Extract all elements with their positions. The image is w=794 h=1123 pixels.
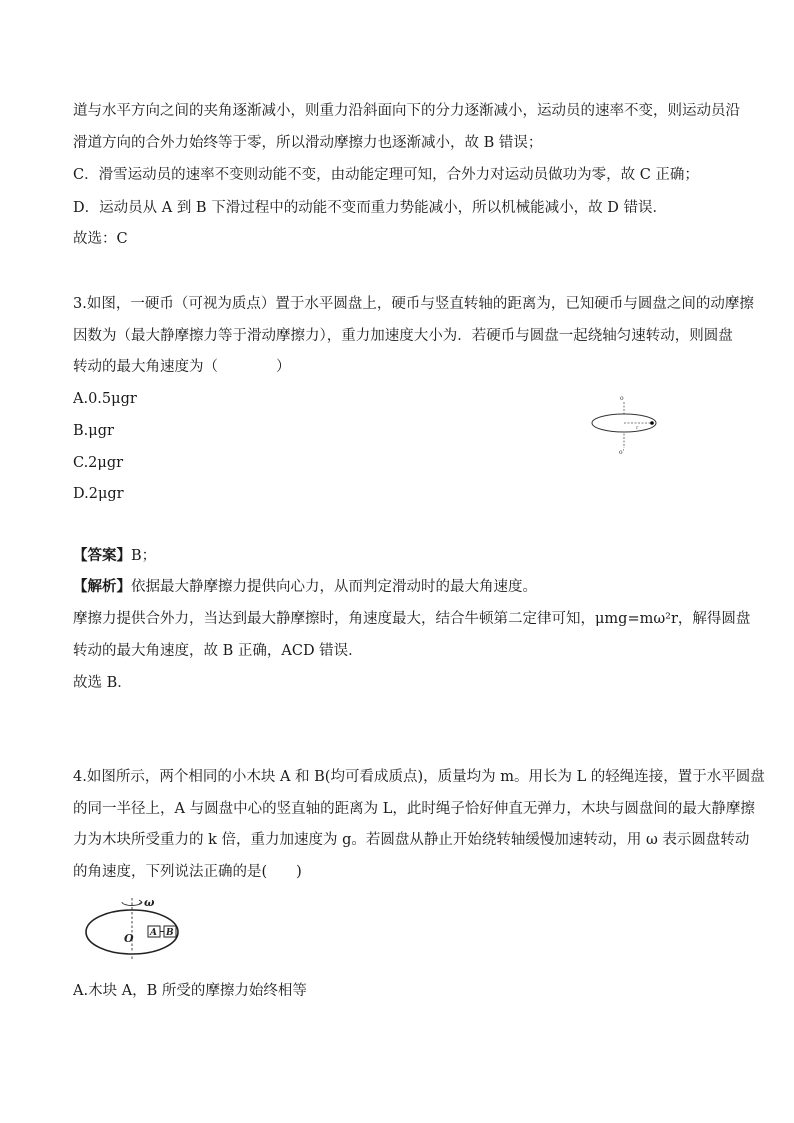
continuation-line-1: 道与水平方向之间的夹角逐渐减小，则重力沿斜面向下的分力逐渐减小，运动员的速率不变，则运动员沿 xyxy=(73,103,740,119)
q4-stem-line-3: 力为木块所受重力的 k 倍，重力加速度为 g。若圆盘从静止开始绕转轴缓慢加速转动，用 ω 表示圆盘转动 xyxy=(73,832,750,848)
q3-analysis-line xyxy=(73,577,537,597)
q4-center-label: O xyxy=(124,932,134,945)
answer-tag: 【答案】 xyxy=(73,547,131,564)
q3-axis-label-top: o xyxy=(620,395,624,402)
q3-stem-line-1: 3.如图，一硬币（可视为质点）置于水平圆盘上，硬币与竖直转轴的距离为，已知硬币与圆盘之间的动摩擦 xyxy=(73,296,754,312)
q3-radius-label: r xyxy=(636,425,639,431)
q3-coin-dot xyxy=(650,421,654,425)
q3-answer-line xyxy=(73,546,156,566)
q3-stem-line-2: 因数为（最大静摩擦力等于滑动摩擦力），重力加速度大小为．若硬币与圆盘一起绕轴匀速转动，则圆盘 xyxy=(73,328,733,344)
analysis-text: 依据最大静摩擦力提供向心力，从而判定滑动时的最大角速度。 xyxy=(131,579,537,595)
q4-stem-line-1: 4.如图所示，两个相同的小木块 A 和 B(均可看成质点)，质量均为 m。用长为 L 的轻绳连接，置于水平圆盘 xyxy=(73,769,765,785)
q3-answer-choice: 故选 B． xyxy=(73,675,132,691)
q4-disc-figure xyxy=(82,892,192,964)
previous-answer-choice: 故选：C xyxy=(73,231,128,247)
continuation-line-2: 滑道方向的合外力始终等于零，所以滑动摩擦力也逐渐减小，故 B 错误； xyxy=(73,135,543,151)
q3-solution-line-2: 转动的最大角速度，故 B 正确，ACD 错误． xyxy=(73,643,363,659)
q3-stem-line-3: 转动的最大角速度为（ ） xyxy=(73,359,291,375)
q3-disc-figure xyxy=(590,394,670,458)
option-d-explanation: D．运动员从 A 到 B 下滑过程中的动能不变而重力势能减小，所以机械能减小，故 D 错误． xyxy=(73,200,668,216)
answer-value: B； xyxy=(131,548,157,564)
q4-omega-label: ω xyxy=(144,896,155,909)
q4-stem-line-4: 的角速度，下列说法正确的是( ) xyxy=(73,864,302,880)
q3-option-b: B.μgr xyxy=(73,423,114,439)
q4-stem-line-2: 的同一半径上，A 与圆盘中心的竖直轴的距离为 L，此时绳子恰好伸直无弹力，木块与圆盘间的最大静摩擦 xyxy=(73,801,755,817)
q3-option-c: C.2μgr xyxy=(73,455,124,471)
q4-option-a: A.木块 A，B 所受的摩擦力始终相等 xyxy=(73,983,307,999)
q3-axis-label-bottom: o' xyxy=(619,449,625,456)
option-c-explanation: C．滑雪运动员的速率不变则动能不变，由动能定理可知，合外力对运动员做功为零，故 C 正确； xyxy=(73,167,699,183)
q3-option-a: A.0.5μgr xyxy=(73,391,137,407)
analysis-tag: 【解析】 xyxy=(73,578,131,595)
q4-block-b-label: B xyxy=(166,928,174,938)
q3-solution-line-1: 摩擦力提供合外力，当达到最大静摩擦时，角速度最大，结合牛顿第二定律可知，μmg=mω²r，解得圆盘 xyxy=(73,611,751,627)
q4-block-a-label: A xyxy=(150,928,157,938)
q3-option-d: D.2μgr xyxy=(73,486,124,502)
